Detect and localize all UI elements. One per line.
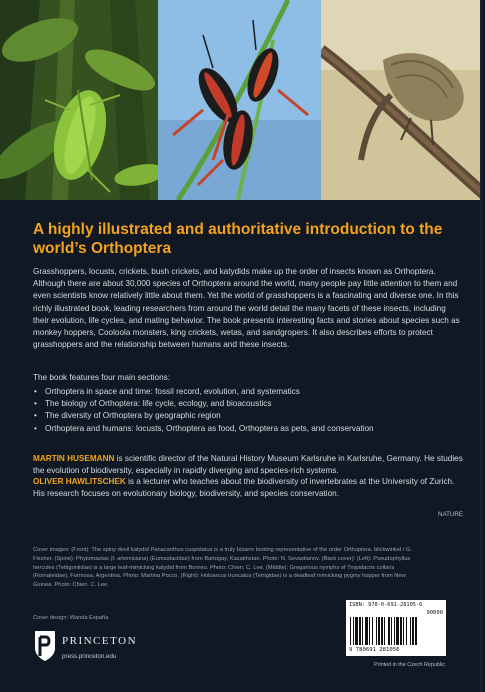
isbn-barcode xyxy=(346,600,446,656)
publisher-name: PRINCETON xyxy=(62,635,138,647)
photo-grasshopper-nymphs xyxy=(158,0,321,200)
printed-in-label: Printed in the Czech Republic xyxy=(374,662,446,668)
author-bio-text: is a lecturer who teaches about the biodiversity of invertebrates at the University of Zurich. His research focuses on evolutionary biology, biodiversity, and species conservation. xyxy=(33,477,455,498)
section-item: • The biology of Orthoptera: life cycle, ecology, and bioacoustics xyxy=(33,398,374,410)
author-bio-hawlitschek xyxy=(33,476,463,499)
spine-edge xyxy=(480,0,485,692)
price-code: 90000 xyxy=(426,610,443,616)
headline: A highly illustrated and authoritative introduction to the world’s Orthoptera xyxy=(33,221,443,257)
category-label: NATURE xyxy=(438,511,463,518)
author-bios xyxy=(33,453,463,499)
section-item: • Orthoptera in space and time: fossil record, evolution, and systematics xyxy=(33,386,374,398)
cover-image-credits: Cover images: (Front): The spiny devil katydid Panacanthus cuspidatus is a truly bizarre looking representative of the order Orthoptera. blickwinkel / G. Fischer. (Spine): Phytomastax (f. artemisiana) (Eumastacidae) from Bartogay, Kazakhstan. Photo: N. Sevastianov. (Back cover): (Left): Pseudophyllus hercules (Tettigoniidae) is a large leaf-mimicking katydid from Borneo. Photo: Chien. C. Lee. (Middle): Gregarious nymphs of Tropidacris collaris (Romaleidae), Formosa, Argentina. Photo: Martina Pocco. (Right): Holoarcus truncatus (Tetrigidae) is a deadleaf mimicking pygmy hopper from New Guinea. Photo: Chien. C. Lee. xyxy=(33,547,412,589)
sections-list xyxy=(33,386,374,435)
author-name: MARTIN HUSEMANN xyxy=(33,454,115,463)
sections-intro: The book features four main sections: xyxy=(33,373,170,382)
cover-design-credit: Cover design: Wanda España xyxy=(33,615,109,621)
princeton-shield-logo-icon xyxy=(33,630,57,662)
barcode-bars-icon xyxy=(350,617,442,645)
photo-leaf-katydid xyxy=(0,0,158,200)
barcode-digits: 9 780691 281056 xyxy=(349,647,400,653)
section-item: • Orthoptera and humans: locusts, Orthoptera as food, Orthoptera as pets, and conservation xyxy=(33,423,374,435)
isbn-number: ISBN: 978-0-691-28105-6 xyxy=(349,602,423,608)
author-bio-husemann xyxy=(33,453,463,476)
author-name: OLIVER HAWLITSCHEK xyxy=(33,477,126,486)
publisher-url[interactable]: press.princeton.edu xyxy=(62,653,117,660)
author-bio-text: is scientific director of the Natural History Museum Karlsruhe in Karlsruhe, Germany. He studies the evolution of biodiversity, especially in rapidly diverging and species-rich systems. xyxy=(33,454,463,475)
photo-pygmy-hopper xyxy=(321,0,485,200)
section-item: • The diversity of Orthoptera by geographic region xyxy=(33,410,374,422)
description-paragraph: Grasshoppers, locusts, crickets, bush crickets, and katydids make up the order of insects known as Orthoptera. Although there are about 30,000 species of Orthoptera around the world, many people pay little attention to them and even scientists know relatively little about them. Yet the world of grasshoppers is a fascinating and diverse one. In this richly illustrated book, leading researchers from around the world detail the many facets of these insects, including their evolution, life cycles, and mating behavior. The book presents interesting facts and stories about species such as monkey hoppers, Cooloola monsters, king crickets, wetas, and sandgropers. It also describes efforts to protect grasshoppers and the relationship between humans and these insects. xyxy=(33,267,460,350)
